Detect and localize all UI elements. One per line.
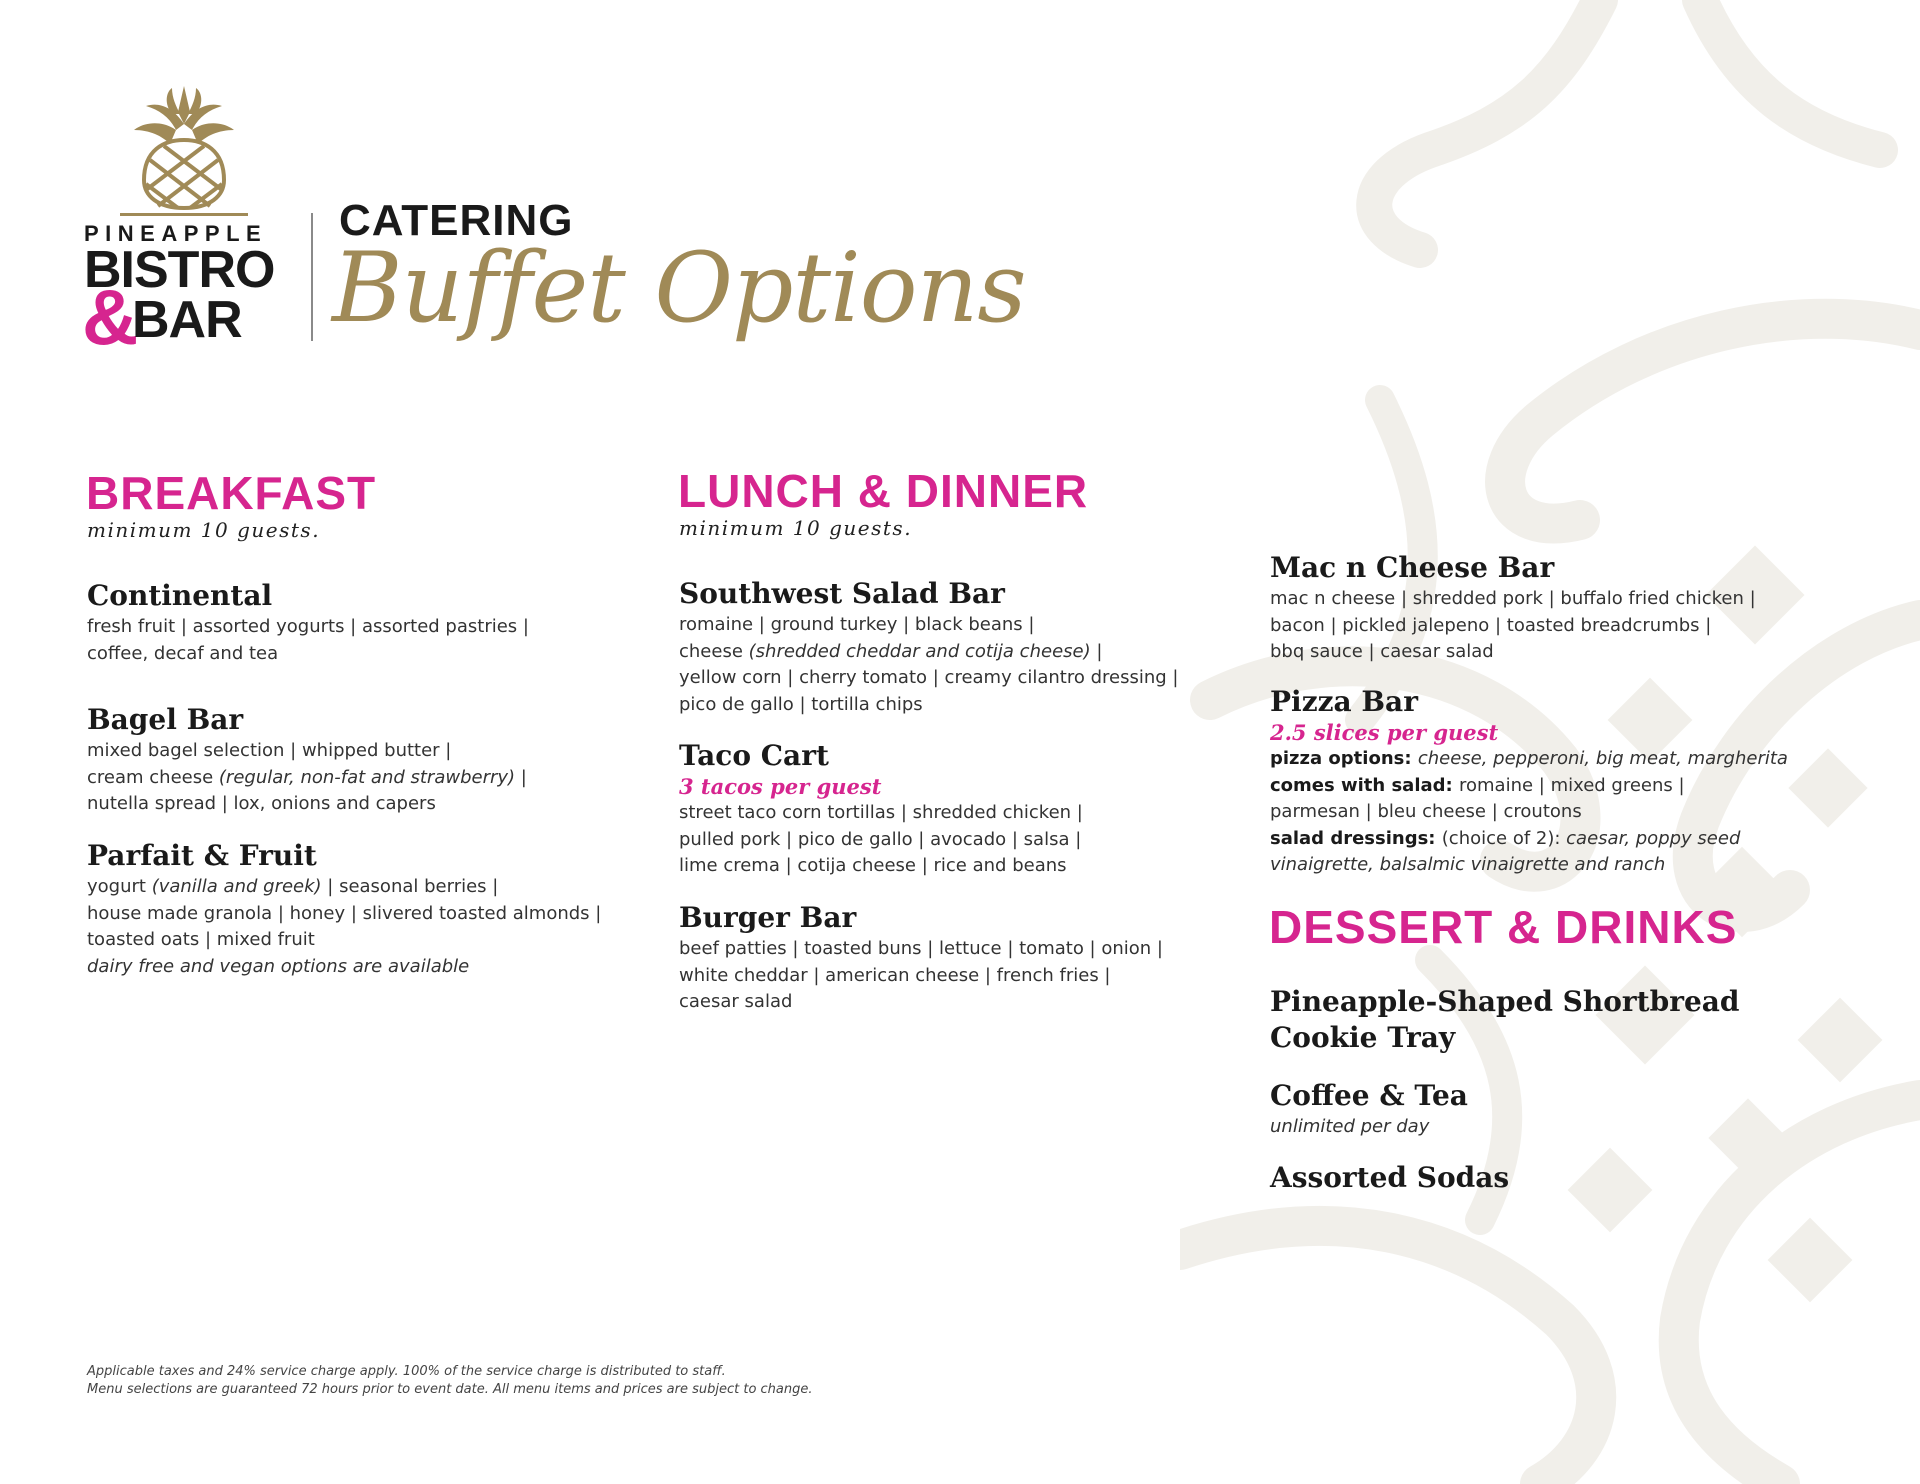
item-note: dairy free and vegan options are available — [87, 955, 470, 977]
item-text: | — [515, 766, 527, 788]
item-line — [87, 765, 647, 792]
dessert-drinks-heading: DESSERT & DRINKS — [1269, 901, 1738, 953]
item-line: pico de gallo | tortilla chips — [679, 693, 923, 715]
footer-line: Menu selections are guaranteed 72 hours prior to event date. All menu items and prices are subject to change. — [87, 1382, 813, 1397]
menu-item-pizza-bar — [1270, 684, 1870, 879]
item-line: caesar salad — [679, 991, 793, 1012]
item-line: parmesan | bleu cheese | croutons — [1270, 801, 1582, 822]
item-text: | seasonal berries | — [321, 876, 499, 897]
lunch-dinner-heading: LUNCH & DINNER — [678, 465, 1089, 517]
item-text: | — [1090, 640, 1103, 662]
item-title: Parfait & Fruit — [87, 839, 317, 872]
item-line: pulled pork | pico de gallo | avocado | salsa | — [679, 828, 1082, 850]
item-line: beef patties | toasted buns | lettuce | tomato | onion | — [679, 938, 1163, 959]
item-title: Taco Cart — [679, 739, 829, 772]
item-line: toasted oats | mixed fruit — [87, 929, 315, 950]
item-note: vinaigrette, balsalmic vinaigrette and ranch — [1270, 854, 1666, 875]
breakfast-heading: BREAKFAST — [86, 467, 377, 519]
menu-item-mac-n-cheese-bar — [1270, 550, 1830, 666]
item-line: mixed bagel selection | whipped butter | — [87, 740, 452, 761]
menu-item-parfait-fruit — [87, 838, 647, 980]
menu-item-coffee-tea — [1270, 1078, 1830, 1141]
item-line — [87, 874, 647, 901]
catering-heading: CATERING — [339, 196, 574, 245]
item-line: nutella spread | lox, onions and capers — [87, 793, 436, 814]
item-note: caesar, poppy seed — [1566, 827, 1741, 849]
menu-item-continental — [87, 578, 647, 667]
item-title: Southwest Salad Bar — [679, 577, 1005, 610]
item-line: bbq sauce | caesar salad — [1270, 641, 1494, 662]
item-line: white cheddar | american cheese | french fries | — [679, 964, 1111, 986]
item-serving-note: 3 tacos per guest — [679, 774, 882, 799]
item-serving-note: 2.5 slices per guest — [1270, 720, 1499, 745]
menu-item-shortbread-cookie-tray — [1270, 984, 1830, 1056]
item-line: yellow corn | cherry tomato | creamy cilantro dressing | — [679, 667, 1179, 688]
brand-bistro-text: BISTRO — [84, 241, 275, 299]
item-text: (choice of 2): — [1441, 827, 1567, 849]
item-title: Bagel Bar — [87, 703, 244, 736]
footer-line: Applicable taxes and 24% service charge apply. 100% of the service charge is distributed to staff. — [87, 1364, 726, 1379]
item-title: Cookie Tray — [1270, 1021, 1456, 1054]
item-line: fresh fruit | assorted yogurts | assorted pastries | — [87, 616, 529, 637]
breakfast-min-guests: minimum 10 guests. — [87, 518, 321, 542]
brand-bar-text: BAR — [132, 291, 242, 349]
item-line: coffee, decaf and tea — [87, 642, 279, 664]
item-title: Mac n Cheese Bar — [1270, 551, 1555, 584]
item-line: mac n cheese | shredded pork | buffalo fried chicken | — [1270, 588, 1756, 609]
item-line: street taco corn tortillas | shredded chicken | — [679, 802, 1083, 823]
item-title: Coffee & Tea — [1270, 1079, 1468, 1112]
item-line — [1270, 773, 1870, 800]
menu-item-southwest-salad-bar — [679, 576, 1239, 718]
item-text: cheese — [679, 640, 749, 662]
item-note: cheese, pepperoni, big meat, margherita — [1417, 748, 1788, 769]
item-title: Pineapple-Shaped Shortbread — [1270, 985, 1740, 1018]
menu-item-assorted-sodas — [1270, 1160, 1830, 1196]
item-line: romaine | ground turkey | black beans | — [679, 614, 1035, 635]
item-note: (vanilla and greek) — [151, 876, 322, 897]
footer-disclaimer — [87, 1363, 813, 1399]
menu-item-bagel-bar — [87, 702, 647, 818]
item-line: bacon | pickled jalepeno | toasted breadcrumbs | — [1270, 614, 1712, 636]
item-line: house made granola | honey | slivered toasted almonds | — [87, 902, 602, 924]
header-divider — [311, 213, 313, 341]
item-note: (shredded cheddar and cotija cheese) — [748, 640, 1091, 662]
item-label: pizza options: — [1270, 748, 1418, 769]
brand-pineapple-text: PINEAPPLE — [84, 221, 268, 246]
item-title: Assorted Sodas — [1270, 1161, 1510, 1194]
item-label: comes with salad: — [1270, 774, 1459, 796]
item-line — [1270, 826, 1870, 853]
item-note: unlimited per day — [1270, 1116, 1430, 1137]
item-line — [1270, 746, 1870, 773]
item-label: salad dressings: — [1270, 827, 1442, 849]
brand-ampersand: & — [82, 273, 139, 361]
page-title: Buffet Options — [332, 232, 1026, 344]
item-title: Continental — [87, 579, 273, 612]
item-text: cream cheese — [87, 766, 219, 788]
item-note: (regular, non-fat and strawberry) — [218, 766, 516, 788]
brand-logo — [82, 84, 284, 361]
menu-item-taco-cart — [679, 738, 1239, 880]
item-title: Pizza Bar — [1270, 685, 1418, 718]
item-text: romaine | mixed greens | — [1459, 774, 1685, 796]
item-line: lime crema | cotija cheese | rice and beans — [679, 855, 1067, 876]
item-line — [679, 639, 1239, 666]
lunch-min-guests: minimum 10 guests. — [679, 516, 913, 540]
menu-item-burger-bar — [679, 900, 1239, 1016]
item-title: Burger Bar — [679, 901, 857, 934]
item-text: yogurt — [87, 876, 152, 897]
pineapple-icon — [114, 84, 254, 219]
